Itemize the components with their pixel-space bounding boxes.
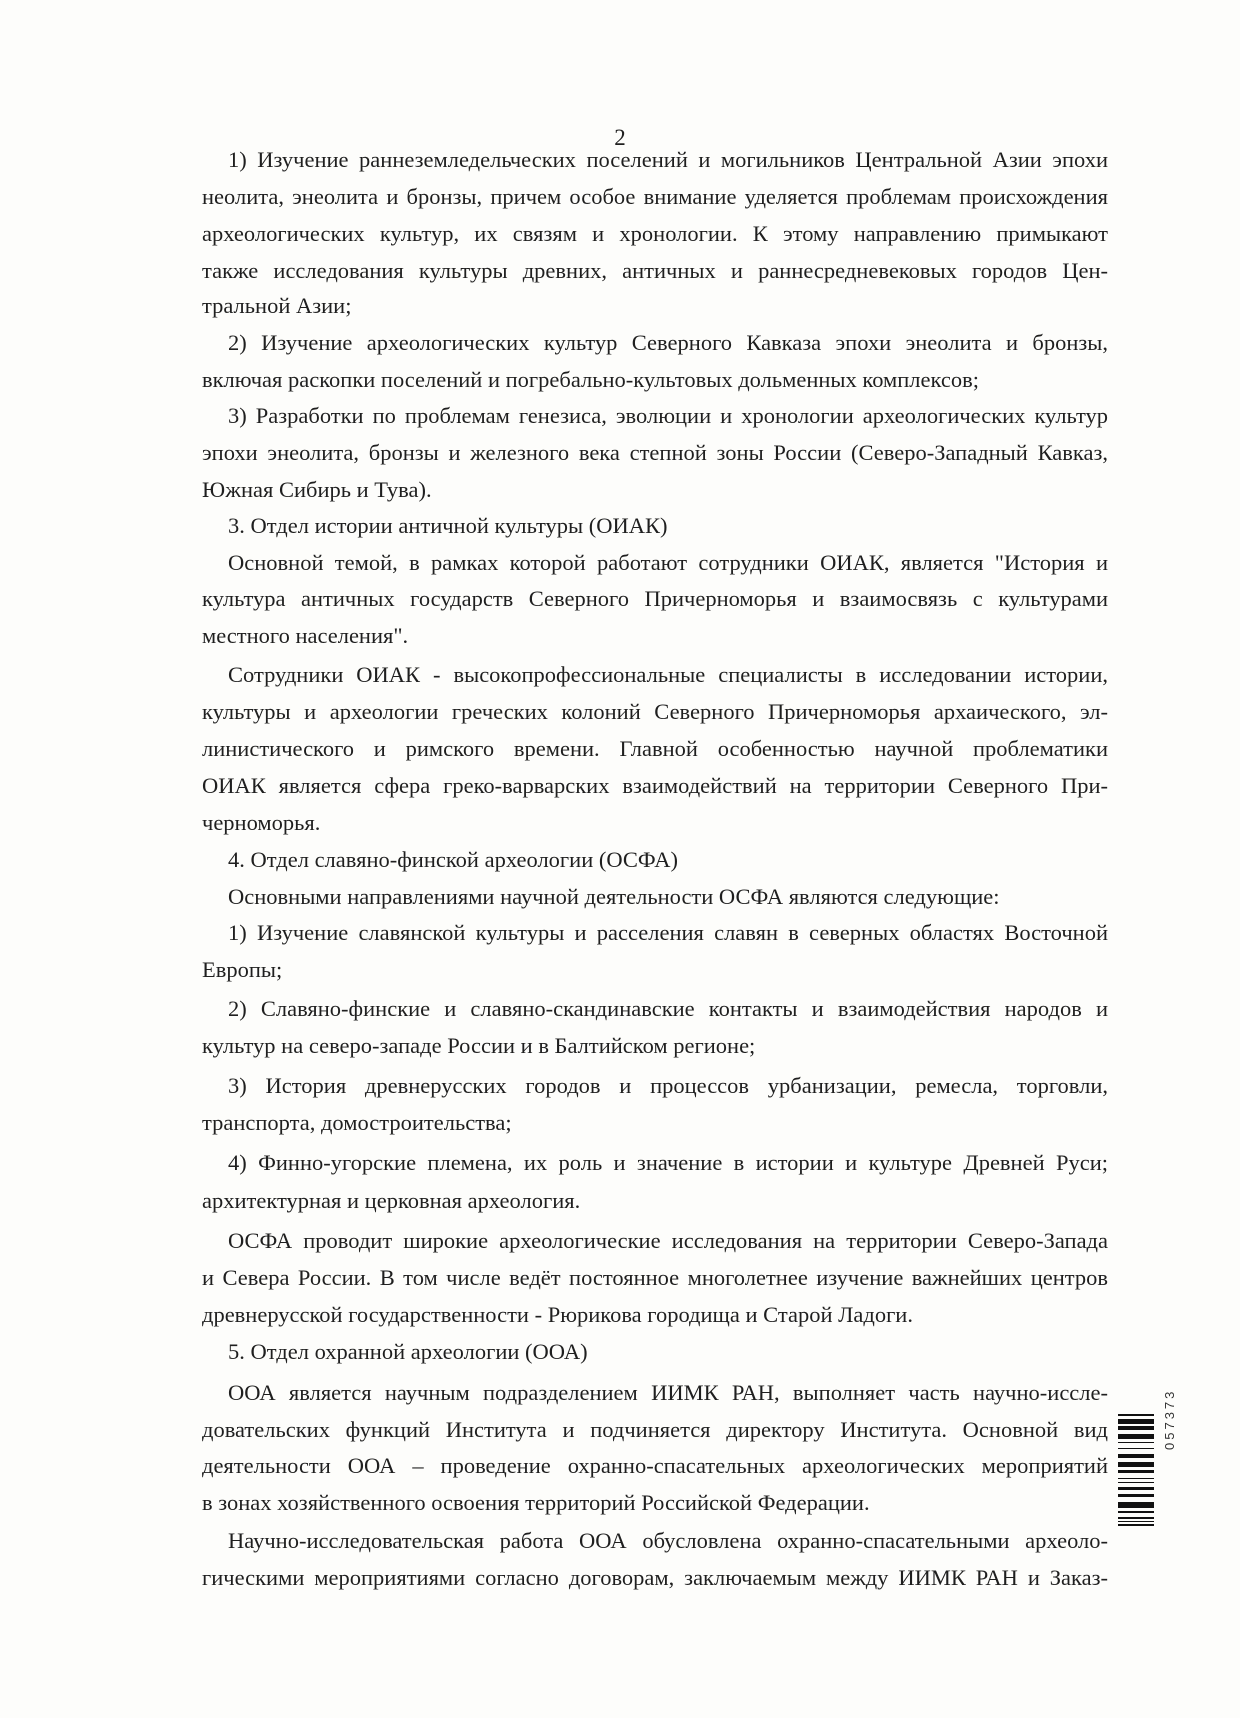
text-line: 1) Изучение славянской культуры и расселения славян в северных областях Восточной — [228, 920, 1108, 945]
barcode-stripe — [1118, 1502, 1154, 1508]
barcode-stripe — [1118, 1487, 1154, 1490]
text-line: линистического и римского времени. Главной особенностью научной проблематики — [202, 736, 1108, 761]
text-line: 3) История древнерусских городов и процессов урбанизации, ремесла, торговли, — [228, 1073, 1108, 1098]
barcode-stripe — [1118, 1517, 1154, 1519]
barcode-stripe — [1118, 1442, 1154, 1443]
text-line: 2) Славяно-финские и славяно-скандинавские контакты и взаимодействия народов и — [228, 996, 1108, 1021]
barcode-stripe — [1118, 1448, 1154, 1449]
barcode-stripe — [1118, 1524, 1154, 1526]
text-line: деятельности ООА – проведение охранно-спасательных археологических мероприятий — [202, 1453, 1108, 1478]
barcode-stripe — [1118, 1521, 1154, 1522]
text-line: ОИАК является сфера греко-варварских взаимодействий на территории Северного При- — [202, 773, 1108, 798]
barcode-stripe — [1118, 1478, 1154, 1479]
barcode-stripe — [1118, 1454, 1154, 1458]
text-line: 3) Разработки по проблемам генезиса, эволюции и хронологии археологических культур — [228, 403, 1108, 428]
barcode-stripe — [1118, 1470, 1154, 1473]
text-line: культур на северо-западе России и в Балтийском регионе; — [202, 1033, 756, 1058]
barcode-stripe — [1118, 1414, 1154, 1416]
text-line: Основными направлениями научной деятельности ОСФА являются следующие: — [228, 884, 1000, 909]
text-line: Основной темой, в рамках которой работают сотрудники ОИАК, является "История и — [228, 550, 1108, 575]
text-line: ОСФА проводит широкие археологические исследования на территории Северо-Запада — [228, 1228, 1108, 1253]
text-line: тральной Азии; — [202, 293, 352, 318]
barcode-stripe — [1118, 1434, 1154, 1439]
barcode-stripe — [1118, 1494, 1154, 1497]
barcode-number: 057373 — [1162, 1388, 1177, 1450]
barcode-stripe — [1118, 1419, 1154, 1424]
text-line: Сотрудники ОИАК - высокопрофессиональные специалисты в исследовании истории, — [228, 662, 1108, 687]
text-line: включая раскопки поселений и погребально-культовых дольменных комплексов; — [202, 367, 979, 392]
text-line: неолита, энеолита и бронзы, причем особое внимание уделяется проблемам происхождения — [202, 184, 1108, 209]
text-line: эпохи энеолита, бронзы и железного века степной зоны России (Северо-Западный Кавказ, — [202, 440, 1108, 465]
text-line: 3. Отдел истории античной культуры (ОИАК) — [228, 513, 668, 538]
text-line: черноморья. — [202, 810, 321, 835]
text-line: в зонах хозяйственного освоения территорий Российской Федерации. — [202, 1490, 870, 1515]
text-line: 4. Отдел славяно-финской археологии (ОСФА) — [228, 847, 678, 872]
text-line: 1) Изучение раннеземледельческих поселений и могильников Центральной Азии эпохи — [228, 147, 1108, 172]
barcode-stripe — [1118, 1511, 1154, 1513]
barcode-stripe — [1118, 1462, 1154, 1467]
text-line: Южная Сибирь и Тува). — [202, 477, 432, 502]
text-line: ООА является научным подразделением ИИМК РАН, выполняет часть научно-иссле- — [228, 1380, 1108, 1405]
text-line: 2) Изучение археологических культур Северного Кавказа эпохи энеолита и бронзы, — [228, 330, 1108, 355]
text-line: и Севера России. В том числе ведёт постоянное многолетнее изучение важнейших центров — [202, 1265, 1108, 1290]
barcode — [1118, 1414, 1156, 1526]
text-line: гическими мероприятиями согласно договорам, заключаемым между ИИМК РАН и Заказ- — [202, 1565, 1108, 1590]
text-line: археологических культур, их связям и хронологии. К этому направлению примыкают — [202, 221, 1108, 246]
text-line: также исследования культуры древних, античных и раннесредневековых городов Цен- — [202, 258, 1108, 283]
text-line: архитектурная и церковная археология. — [202, 1188, 581, 1213]
page-number: 2 — [614, 125, 626, 150]
text-line: довательских функций Института и подчиняется директору Института. Основной вид — [202, 1417, 1108, 1442]
text-line: Научно-исследовательская работа ООА обусловлена охранно-спасательными археоло- — [228, 1528, 1108, 1553]
text-line: древнерусской государственности - Рюрикова городища и Старой Ладоги. — [202, 1302, 913, 1327]
barcode-stripe — [1118, 1482, 1154, 1483]
text-line: культура античных государств Северного Причерноморья и взаимосвязь с культурами — [202, 586, 1108, 611]
text-line: местного населения". — [202, 623, 409, 648]
text-line: 5. Отдел охранной археологии (ООА) — [228, 1339, 588, 1364]
text-line: 4) Финно-угорские племена, их роль и значение в истории и культуре Древней Руси; — [228, 1150, 1108, 1175]
text-line: культуры и археологии греческих колоний Северного Причерноморья архаического, эл- — [202, 699, 1108, 724]
barcode-stripe — [1118, 1426, 1154, 1430]
text-line: Европы; — [202, 957, 283, 982]
text-line: транспорта, домостроительства; — [202, 1110, 512, 1135]
